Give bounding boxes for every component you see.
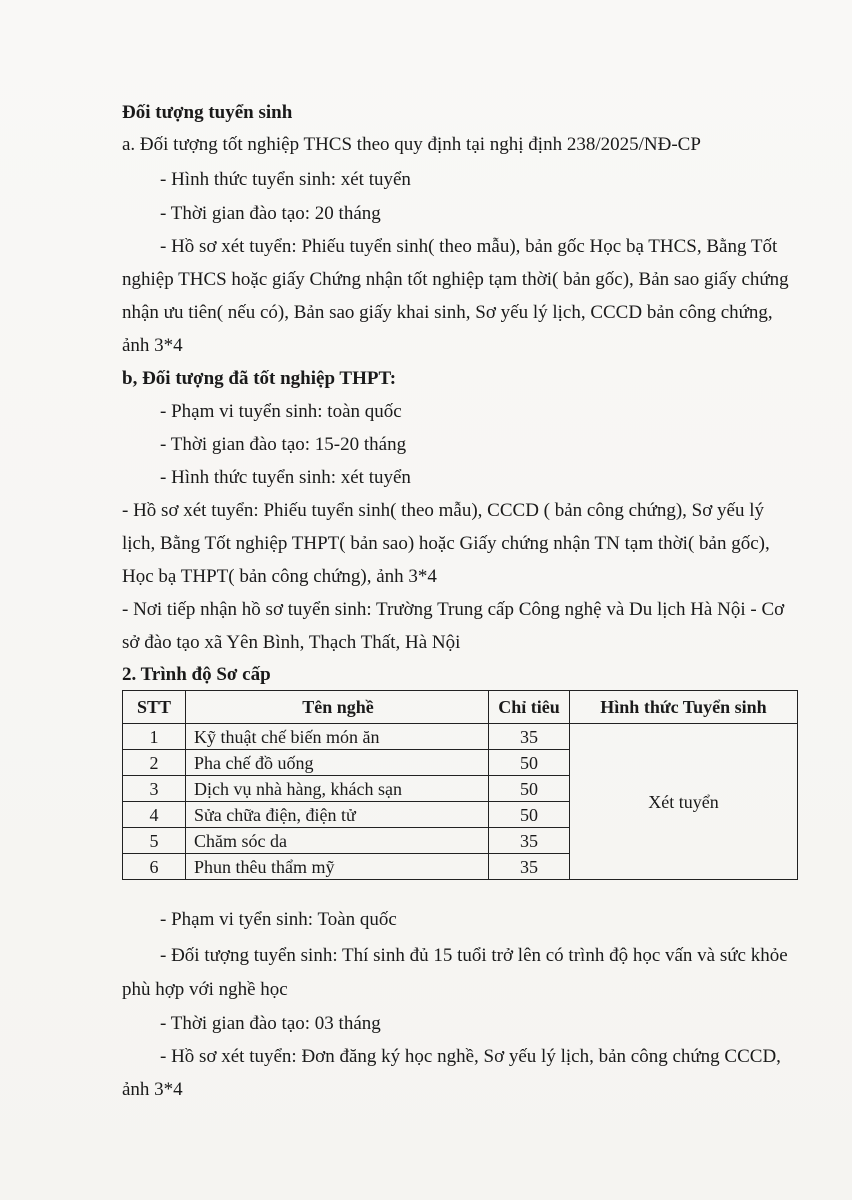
part-a-docs-line-2: nghiệp THCS hoặc giấy Chứng nhận tốt nghiệp tạm thời( bản gốc), Bản sao giấy chứng [122, 269, 789, 290]
part-a-duration: - Thời gian đào tạo: 20 tháng [160, 203, 381, 224]
section-2-title: 2. Trình độ Sơ cấp [122, 664, 271, 685]
row-stt: 1 [123, 724, 186, 750]
section-2-docs-line-2: ảnh 3*4 [122, 1079, 183, 1100]
part-b-docs-line-3: Học bạ THPT( bản công chứng), ảnh 3*4 [122, 566, 437, 587]
occupation-table [122, 690, 798, 880]
row-stt: 6 [123, 854, 186, 880]
part-a-docs-line-1: - Hồ sơ xét tuyển: Phiếu tuyển sinh( theo mẫu), bản gốc Học bạ THCS, Bằng Tốt [160, 236, 778, 257]
part-b-title: b, Đối tượng đã tốt nghiệp THPT: [122, 368, 397, 389]
row-occupation: Phun thêu thẩm mỹ [186, 854, 489, 880]
row-occupation: Pha chế đồ uống [186, 750, 489, 776]
row-quota: 50 [489, 750, 570, 776]
row-stt: 2 [123, 750, 186, 776]
header-stt: STT [123, 691, 186, 724]
table-row [123, 724, 798, 750]
header-quota: Chỉ tiêu [489, 691, 570, 724]
section-heading: Đối tượng tuyển sinh [122, 102, 293, 123]
header-admission-form: Hình thức Tuyển sinh [570, 691, 798, 724]
part-b-docs-line-2: lịch, Bằng Tốt nghiệp THPT( bản sao) hoặc Giấy chứng nhận TN tạm thời( bản gốc), [122, 533, 770, 554]
part-a-docs-line-3: nhận ưu tiên( nếu có), Bản sao giấy khai sinh, Sơ yếu lý lịch, CCCD bản công chứng, [122, 302, 773, 323]
part-b-place-line-1: - Nơi tiếp nhận hồ sơ tuyển sinh: Trường Trung cấp Công nghệ và Du lịch Hà Nội - Cơ [122, 599, 785, 620]
part-a-title: a. Đối tượng tốt nghiệp THCS theo quy định tại nghị định 238/2025/NĐ-CP [122, 134, 701, 155]
section-2-target-line-1: - Đối tượng tuyển sinh: Thí sinh đủ 15 tuổi trở lên có trình độ học vấn và sức khỏe [160, 945, 788, 966]
row-quota: 35 [489, 828, 570, 854]
admission-form-cell: Xét tuyển [570, 724, 798, 880]
row-quota: 35 [489, 724, 570, 750]
section-2-duration: - Thời gian đào tạo: 03 tháng [160, 1013, 381, 1034]
row-quota: 50 [489, 776, 570, 802]
row-stt: 5 [123, 828, 186, 854]
row-stt: 4 [123, 802, 186, 828]
row-quota: 50 [489, 802, 570, 828]
row-occupation: Dịch vụ nhà hàng, khách sạn [186, 776, 489, 802]
row-occupation: Sửa chữa điện, điện tử [186, 802, 489, 828]
row-stt: 3 [123, 776, 186, 802]
row-quota: 35 [489, 854, 570, 880]
row-occupation: Chăm sóc da [186, 828, 489, 854]
part-a-docs-line-4: ảnh 3*4 [122, 335, 183, 356]
part-a-form: - Hình thức tuyển sinh: xét tuyển [160, 169, 411, 190]
header-occupation: Tên nghề [186, 691, 489, 724]
part-b-docs-line-1: - Hồ sơ xét tuyển: Phiếu tuyển sinh( theo mẫu), CCCD ( bản công chứng), Sơ yếu lý [122, 500, 765, 521]
part-b-form: - Hình thức tuyển sinh: xét tuyển [160, 467, 411, 488]
table-header-row [123, 691, 798, 724]
part-b-duration: - Thời gian đào tạo: 15-20 tháng [160, 434, 407, 455]
section-2-target-line-2: phù hợp với nghề học [122, 979, 288, 1000]
section-2-scope: - Phạm vi tyển sinh: Toàn quốc [160, 909, 397, 930]
part-b-place-line-2: sở đào tạo xã Yên Bình, Thạch Thất, Hà Nội [122, 632, 461, 653]
section-2-docs-line-1: - Hồ sơ xét tuyển: Đơn đăng ký học nghề, Sơ yếu lý lịch, bản công chứng CCCD, [160, 1046, 781, 1067]
part-b-scope: - Phạm vi tuyển sinh: toàn quốc [160, 401, 402, 422]
row-occupation: Kỹ thuật chế biến món ăn [186, 724, 489, 750]
